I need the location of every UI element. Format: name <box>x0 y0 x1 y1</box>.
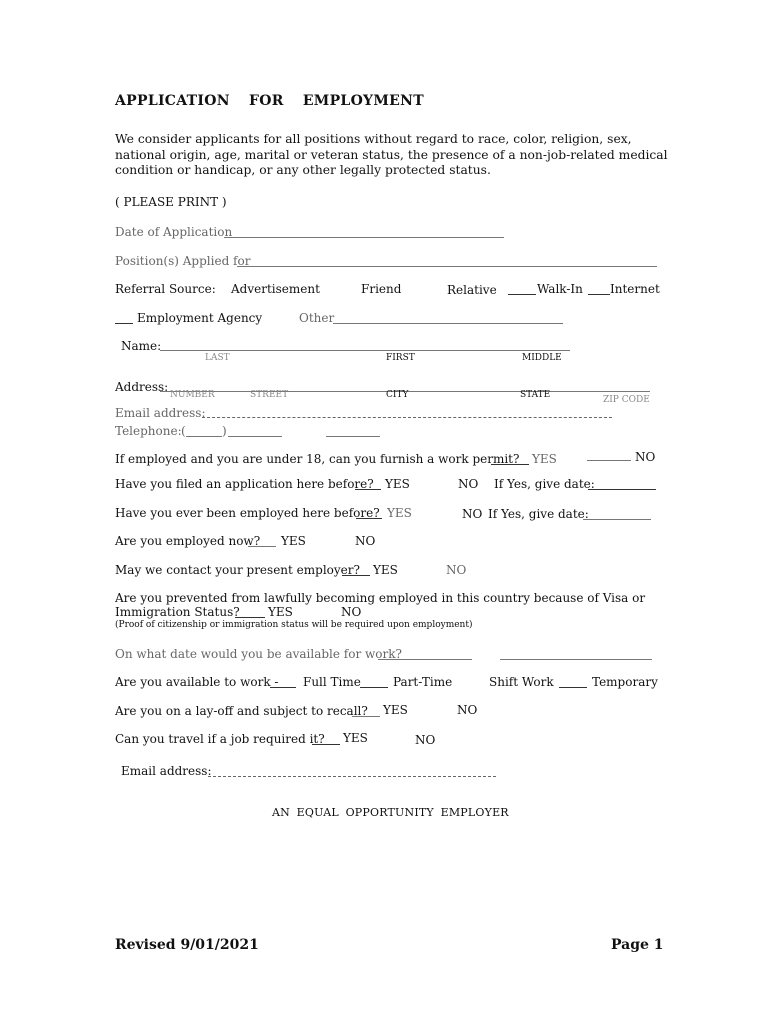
visa-question-line1: Are you prevented from lawfully becoming employed in this country because of Visa or <box>115 591 646 605</box>
contact-employer-yes-blank[interactable] <box>342 575 370 576</box>
visa-question-line2: Immigration Status? <box>115 605 240 619</box>
telephone-alt-field[interactable] <box>326 436 380 437</box>
name-first-caption: FIRST <box>386 353 415 363</box>
filed-before-date-field[interactable] <box>588 489 656 490</box>
address-city-caption: CITY <box>386 390 409 400</box>
referral-relative[interactable]: Relative <box>447 283 497 297</box>
email-field[interactable] <box>202 417 612 418</box>
employed-now-yes-blank[interactable] <box>248 546 276 547</box>
email-field-2[interactable] <box>208 776 496 777</box>
address-zip-caption: ZIP CODE <box>603 395 650 405</box>
address-state-caption: STATE <box>520 390 551 400</box>
employed-before-question: Have you ever been employed here before? <box>115 506 380 520</box>
work-permit-no-blank[interactable] <box>587 460 631 461</box>
employed-before-date-field[interactable] <box>583 519 651 520</box>
full-time-blank[interactable] <box>270 687 296 688</box>
date-of-application-label: Date of Application <box>115 225 233 239</box>
telephone-paren-open: ( <box>181 424 186 438</box>
equal-opportunity-statement: AN EQUAL OPPORTUNITY EMPLOYER <box>272 806 509 819</box>
referral-source-label: Referral Source: <box>115 282 216 296</box>
page-title: APPLICATION FOR EMPLOYMENT <box>115 93 424 109</box>
filed-before-date-label: If Yes, give date: <box>494 477 595 491</box>
work-permit-yes[interactable]: YES <box>532 452 557 466</box>
visa-no[interactable]: NO <box>341 605 362 619</box>
filed-before-question: Have you filed an application here before? <box>115 477 374 491</box>
referral-other-field[interactable] <box>333 323 563 324</box>
available-full-time[interactable]: Full Time <box>303 675 361 689</box>
available-shift-work[interactable]: Shift Work <box>489 675 554 689</box>
positions-applied-field[interactable] <box>237 266 657 267</box>
layoff-no[interactable]: NO <box>457 703 478 717</box>
referral-advertisement[interactable]: Advertisement <box>231 282 320 296</box>
employed-before-yes[interactable]: YES <box>387 506 412 520</box>
name-last-caption: LAST <box>205 353 230 363</box>
layoff-yes[interactable]: YES <box>383 703 408 717</box>
employed-now-yes[interactable]: YES <box>281 534 306 548</box>
contact-employer-no[interactable]: NO <box>446 563 467 577</box>
employed-before-yes-blank[interactable] <box>356 518 382 519</box>
name-field[interactable] <box>160 350 570 351</box>
contact-employer-question: May we contact your present employer? <box>115 563 360 577</box>
available-type-question: Are you available to work - <box>115 675 279 689</box>
date-of-application-field[interactable] <box>224 237 504 238</box>
employed-now-no[interactable]: NO <box>355 534 376 548</box>
work-permit-yes-blank[interactable] <box>491 464 529 465</box>
available-part-time[interactable]: Part-Time <box>393 675 453 689</box>
referral-internet[interactable]: Internet <box>610 282 660 296</box>
available-date-field[interactable] <box>378 659 472 660</box>
visa-yes[interactable]: YES <box>268 605 293 619</box>
telephone-label: Telephone: <box>115 424 182 438</box>
contact-employer-yes[interactable]: YES <box>373 563 398 577</box>
intro-paragraph: We consider applicants for all positions without regard to race, color, religion, sex, national origin, age, marital or veteran status, the presence of a non-job-related medical condition or handicap, or any other legally protected status. <box>115 132 668 177</box>
travel-no[interactable]: NO <box>415 733 436 747</box>
telephone-paren-close: ) <box>222 424 227 438</box>
name-middle-caption: MIDDLE <box>522 353 562 363</box>
travel-yes[interactable]: YES <box>343 731 368 745</box>
temporary-blank[interactable] <box>559 687 587 688</box>
part-time-blank[interactable] <box>360 687 388 688</box>
filed-before-yes[interactable]: YES <box>385 477 410 491</box>
available-date-field-2[interactable] <box>500 659 652 660</box>
travel-question: Can you travel if a job required it? <box>115 732 325 746</box>
available-date-question: On what date would you be available for work? <box>115 647 402 661</box>
revision-date: Revised 9/01/2021 <box>115 937 259 953</box>
address-number-caption: NUMBER <box>170 390 215 400</box>
employed-before-date-label: If Yes, give date: <box>488 507 589 521</box>
name-label: Name: <box>121 339 162 353</box>
email-label-2: Email address: <box>121 764 212 778</box>
referral-employment-agency[interactable]: Employment Agency <box>137 311 263 325</box>
referral-other-label: Other <box>299 311 335 325</box>
filed-before-yes-blank[interactable] <box>355 489 381 490</box>
employed-now-question: Are you employed now? <box>115 534 261 548</box>
referral-walk-in[interactable]: Walk-In <box>537 282 583 296</box>
address-label: Address: <box>115 380 169 394</box>
referral-friend[interactable]: Friend <box>361 282 402 296</box>
positions-applied-label: Position(s) Applied for <box>115 254 251 268</box>
internet-blank[interactable] <box>588 294 610 295</box>
layoff-question: Are you on a lay-off and subject to recall? <box>115 704 368 718</box>
visa-proof-note: (Proof of citizenship or immigration status will be required upon employment) <box>115 620 473 630</box>
travel-yes-blank[interactable] <box>312 744 340 745</box>
page-number: Page 1 <box>611 937 664 953</box>
telephone-number-field[interactable] <box>228 436 282 437</box>
walk-in-blank[interactable] <box>508 294 536 295</box>
filed-before-no[interactable]: NO <box>458 477 479 491</box>
address-street-caption: STREET <box>250 390 289 400</box>
available-temporary[interactable]: Temporary <box>592 675 658 689</box>
visa-yes-blank[interactable] <box>235 617 265 618</box>
employment-agency-blank[interactable] <box>115 323 133 324</box>
telephone-area-code-field[interactable] <box>186 436 222 437</box>
please-print-note: ( PLEASE PRINT ) <box>115 195 227 209</box>
email-label: Email address: <box>115 406 206 420</box>
employed-before-no[interactable]: NO <box>462 507 483 521</box>
work-permit-question: If employed and you are under 18, can you furnish a work permit? <box>115 452 520 466</box>
layoff-yes-blank[interactable] <box>352 716 380 717</box>
work-permit-no[interactable]: NO <box>635 450 656 464</box>
